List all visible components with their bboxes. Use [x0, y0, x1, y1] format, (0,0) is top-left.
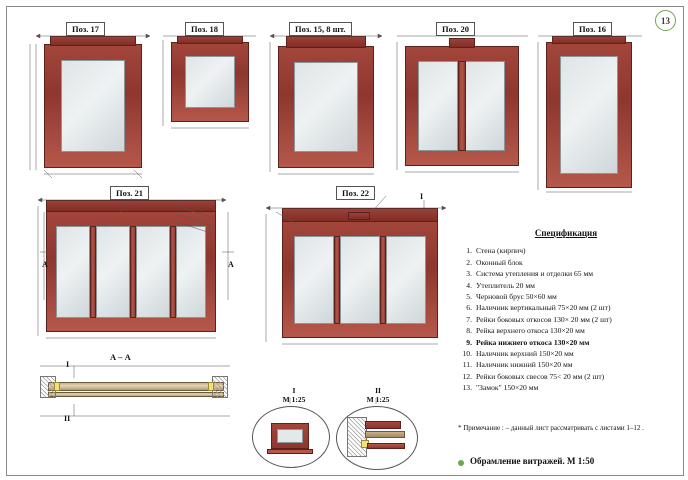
spec-item-number: 3.	[466, 269, 472, 279]
window-top-cap	[286, 36, 366, 48]
spec-item-text: Рейки боковых откосов 130× 20 мм (2 шт)	[476, 314, 612, 324]
label-pos-17: Поз. 17	[66, 22, 105, 36]
section-detail-callout-2: II	[64, 414, 71, 423]
detail-1-inner	[277, 429, 303, 443]
spec-item	[458, 245, 674, 256]
window-mullion	[458, 61, 466, 151]
window-glass-1	[294, 236, 334, 324]
spec-item	[458, 280, 674, 291]
page-number-badge: 13	[655, 10, 676, 31]
spec-item	[458, 268, 674, 279]
window-top-cap	[177, 36, 243, 44]
detail-1-base	[267, 449, 313, 454]
spec-item-text: Утеплитель 20 мм	[476, 280, 535, 290]
window-glass-3	[136, 226, 170, 318]
spec-item-text: "Замок" 150×20 мм	[476, 383, 539, 393]
window-pos-20	[405, 36, 519, 166]
window-pos-16	[546, 36, 632, 188]
window-mullion-1	[334, 236, 340, 324]
spec-item-text: Наличник верхний 150×20 мм	[476, 349, 574, 359]
spec-item-text: Стена (кирпич)	[476, 246, 526, 256]
window-glass-4	[176, 226, 206, 318]
window-pos-22	[282, 208, 438, 338]
detail-2-wall	[347, 417, 367, 457]
spec-item-text: Рейки боковых свесов 75< 20 мм (2 шт)	[476, 371, 605, 381]
section-detail-callout-1: I	[66, 360, 70, 369]
footnote: * Примечание : – данный лист рассматривать с листами 1–12 .	[458, 424, 644, 432]
spec-item-text: Черновой брус 50×60 мм	[476, 292, 557, 302]
label-pos-20: Поз. 20	[436, 22, 475, 36]
spec-item-number: 4.	[466, 280, 472, 290]
window-mullion-3	[170, 226, 176, 318]
section-wall-right	[212, 376, 228, 398]
detail-2-board	[365, 431, 405, 438]
window-glass	[560, 56, 618, 174]
spec-item-text: Рейка верхнего откоса 130×20 мм	[476, 326, 585, 336]
spec-item-text: Оконный блок	[476, 257, 523, 267]
spec-item-text: Система утепления и отделки 65 мм	[476, 269, 594, 279]
detail-2-sill	[367, 443, 405, 449]
spec-item-number: 13.	[462, 383, 472, 393]
spec-item	[458, 257, 674, 268]
spec-item-number: 7.	[466, 314, 472, 324]
spec-item-number: 8.	[466, 326, 472, 336]
section-insulation-right	[208, 382, 214, 391]
detail-1-label: I	[292, 386, 296, 395]
detail-2-label: II	[375, 386, 381, 395]
label-section-aa: А – А	[110, 352, 131, 362]
section-mark-a-left: А	[42, 260, 48, 269]
specification-heading: Спецификация	[534, 228, 598, 238]
detail-1-circle	[252, 406, 330, 468]
spec-item	[458, 382, 674, 393]
label-pos-16: Поз. 16	[573, 22, 612, 36]
label-pos-18: Поз. 18	[185, 22, 224, 36]
detail-2-circle	[336, 406, 418, 470]
title-bullet-icon	[458, 460, 464, 466]
window-mullion-1	[90, 226, 96, 318]
section-aa-drawing	[40, 368, 230, 414]
spec-item	[458, 359, 674, 370]
section-insulation-left	[54, 382, 60, 391]
window-mullion-2	[380, 236, 386, 324]
spec-item	[458, 348, 674, 359]
spec-item-text: Рейка нижнего откоса 130×20 мм	[476, 337, 590, 347]
detail-callout-1: I	[420, 192, 424, 201]
spec-item-number: 10.	[462, 349, 472, 359]
window-lock-block	[348, 212, 370, 220]
window-glass-3	[386, 236, 426, 324]
spec-item-number: 9.	[466, 337, 472, 347]
window-top-cap	[46, 200, 216, 212]
spec-item	[458, 371, 674, 382]
spec-item	[458, 314, 674, 325]
spec-item-text: Наличник вертикальный 75×20 мм (2 шт)	[476, 303, 611, 313]
label-pos-21: Поз. 21	[110, 186, 149, 200]
label-pos-22: Поз. 22	[336, 186, 375, 200]
window-glass	[185, 56, 235, 108]
label-pos-15: Поз. 15, 8 шт.	[289, 22, 352, 36]
spec-item-number: 2.	[466, 257, 472, 267]
window-glass-right	[465, 61, 505, 151]
window-glass	[294, 62, 358, 152]
detail-2-scale: М 1:25	[366, 395, 390, 404]
specification-panel	[458, 228, 674, 394]
window-top-cap	[50, 36, 136, 46]
window-pos-15	[278, 36, 374, 168]
window-top-cap	[449, 38, 475, 48]
section-beam	[48, 382, 224, 391]
spec-item-number: 6.	[466, 303, 472, 313]
spec-item-number: 1.	[466, 246, 472, 256]
spec-item	[458, 291, 674, 302]
sheet-title: Обрамление витражей. М 1:50	[470, 456, 595, 466]
window-mullion-2	[130, 226, 136, 318]
spec-item-number: 12.	[462, 371, 472, 381]
spec-item-text: Наличник нижний 150×20 мм	[476, 360, 573, 370]
window-top-cap	[552, 36, 626, 44]
spec-item	[458, 302, 674, 313]
window-glass-2	[96, 226, 130, 318]
spec-item-number: 11.	[462, 360, 472, 370]
detail-1-scale: М 1:25	[282, 395, 306, 404]
window-glass-2	[340, 236, 380, 324]
window-pos-17	[44, 36, 142, 168]
spec-item	[458, 325, 674, 336]
window-pos-21	[46, 200, 216, 332]
section-beam-lower	[48, 392, 224, 397]
window-glass-1	[56, 226, 90, 318]
window-pos-18	[171, 36, 249, 122]
specification-list	[458, 245, 674, 393]
section-mark-a-right: А	[228, 260, 234, 269]
spec-item-highlighted	[458, 337, 674, 348]
detail-2-trim	[365, 421, 401, 429]
spec-item-number: 5.	[466, 292, 472, 302]
window-glass-left	[418, 61, 458, 151]
window-glass	[61, 60, 125, 152]
